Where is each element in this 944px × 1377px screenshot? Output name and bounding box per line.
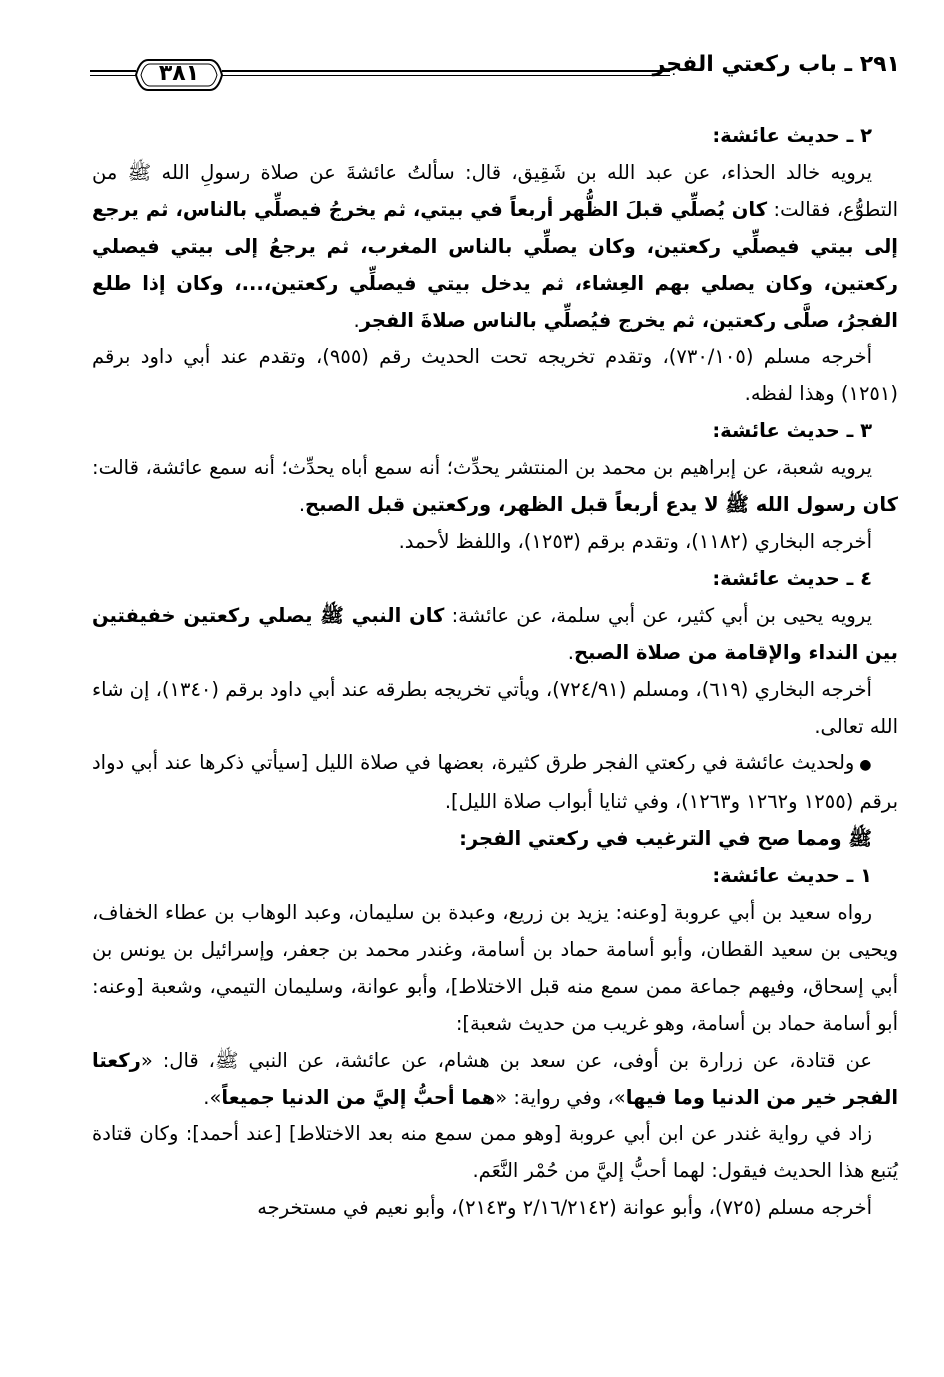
- section-heading: ﷺ ومما صح في الترغيب في ركعتي الفجر:: [459, 827, 872, 851]
- paragraph: [92, 598, 898, 672]
- text-run: .: [567, 640, 574, 664]
- page-body: [92, 118, 898, 1227]
- text-run: .: [298, 493, 306, 517]
- text-run: أخرجه البخاري (١١٨٢)، وتقدم برقم (١٢٥٣)، واللفظ لأحمد.: [398, 529, 872, 553]
- text-run: رواه سعيد بن أبي عروبة [وعنه: يزيد بن زريع، وعبدة بن سليمان، وعبد الوهاب بن عطاء الخفاف، ويحيى بن سعيد القطان، وأبو أسامة حماد بن أسامة، وغندر محمد بن جعفر، وإسرائيل بن يونس بن أبي إسحاق، وفيهم جماعة ممن سمع منه قبل الاختلاط]، وأبو عوانة، وسليمان التيمي، وشعبة [وعنه: أبو أسامة حماد بن أسامة، وهو غريب من حديث شعبة]:: [92, 901, 898, 1035]
- paragraph: [92, 1043, 898, 1117]
- paragraph: [92, 672, 898, 746]
- paragraph: [92, 524, 898, 561]
- text-run: يرويه شعبة، عن إبراهيم بن محمد بن المنتشر يحدِّث؛ أنه سمع أباه يحدِّث؛ أنه سمع عائشة، قالت:: [92, 456, 872, 480]
- hadith-text: هما أحبُّ إليَّ من الدنيا جميعاً: [221, 1085, 496, 1109]
- page-number: ٣٨١: [158, 61, 200, 86]
- text-run: عن قتادة، عن زرارة بن أوفى، عن سعد بن هشام، عن عائشة، عن النبي ﷺ، قال: «: [140, 1048, 872, 1072]
- page-header: [90, 48, 900, 100]
- paragraph: [92, 1116, 898, 1190]
- text-run: أخرجه مسلم (٧٢٥)، وأبو عوانة (٢/١٦/٢١٤٢ و٢١٤٣)، وأبو نعيم في مستخرجه: [257, 1196, 872, 1220]
- text-run: ».: [203, 1085, 222, 1109]
- section-heading: ٤ ـ حديث عائشة:: [712, 566, 872, 590]
- section-heading: ٢ ـ حديث عائشة:: [712, 124, 872, 147]
- header-rule-left: [90, 70, 136, 72]
- paragraph: [92, 339, 898, 413]
- page-number-badge: [134, 56, 224, 94]
- text-run: .: [353, 308, 360, 332]
- text-run: أخرجه البخاري (٦١٩)، ومسلم (٧٢٤/٩١)، ويأتي تخريجه بطرقه عند أبي داود برقم (١٣٤٠)، إن شاء الله تعالى.: [92, 677, 898, 738]
- hadith-text: كان يُصلِّي قبلَ الظُّهر أربعاً في بيتي، ثم يخرجُ فيصلِّي بالناس، ثم يرجع إلى بيتي فيصلِّي ركعتين، وكان يصلِّي بالناس المغرب، ثم يرجعُ إلى بيتي فيصلي ركعتين، وكان يصلي بهم العِشاء، ثم يدخل بيتي فيصلِّي ركعتين،...، وكان إذا طلع الفجرُ، صلَّى ركعتين، ثم يخرج فيُصلِّي بالناس صلاةَ الفجر: [92, 197, 898, 332]
- chapter-title: ٢٩١ ـ باب ركعتي الفجر: [652, 52, 900, 77]
- text-run: زاد في رواية غندر عن ابن أبي عروبة [وهو ممن سمع منه بعد الاختلاط] [عند أحمد]: وكان قتادة يُتبع هذا الحديث فيقول: لهما أحبُّ إليَّ من حُمْر النَّعَم.: [92, 1122, 898, 1183]
- section-heading: ٣ ـ حديث عائشة:: [712, 419, 872, 443]
- paragraph: [92, 155, 898, 340]
- section-heading: ١ ـ حديث عائشة:: [712, 864, 872, 888]
- text-run: »، وفي رواية: «: [495, 1085, 626, 1109]
- paragraph: [92, 895, 898, 1043]
- bullet-paragraph: [92, 745, 898, 821]
- text-run: ولحديث عائشة في ركعتي الفجر طرق كثيرة، بعضها في صلاة الليل [سيأتي ذكرها عند أبي دواد برقم (١٢٥٥ و١٢٦٢ و١٢٦٣)، وفي ثنايا أبواب صلاة الليل].: [92, 751, 898, 814]
- header-rule-left-lower: [90, 75, 136, 76]
- text-run: يرويه خالد الحذاء، عن عبد الله بن شَقِيق، قال: سألتُ عائشةَ عن صلاة رسولِ الله ﷺ من التطوُّع، فقالت:: [92, 160, 898, 221]
- hadith-text: ركعتا الفجر خير من الدنيا وما فيها: [92, 1048, 898, 1109]
- hadith-text: كان رسول الله ﷺ لا يدع أربعاً قبل الظهر، وركعتين قبل الصبح: [305, 493, 898, 517]
- header-rule-right: [222, 70, 670, 72]
- text-run: يرويه يحيى بن أبي كثير، عن أبي سلمة، عن عائشة:: [444, 603, 872, 627]
- header-rule-right-lower: [222, 75, 670, 76]
- hadith-text: كان النبي ﷺ يصلي ركعتين خفيفتين بين النداء والإقامة من صلاة الصبح: [92, 603, 898, 664]
- paragraph: [92, 450, 898, 524]
- paragraph: [92, 1190, 898, 1227]
- text-run: أخرجه مسلم (٧٣٠/١٠٥)، وتقدم تخريجه تحت الحديث رقم (٩٥٥)، وتقدم عند أبي داود برقم (١٢٥١) وهذا لفظه.: [92, 345, 898, 406]
